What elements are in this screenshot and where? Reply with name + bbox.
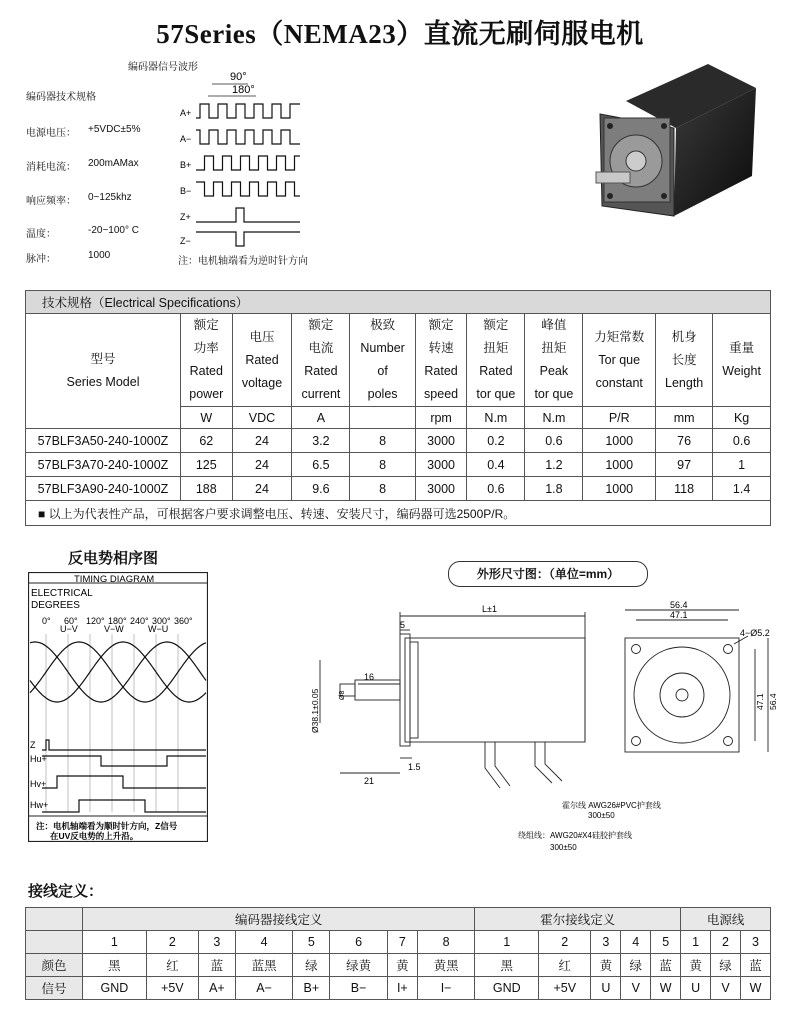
spec-cell: 3000 — [415, 477, 467, 501]
spec-header-line: voltage — [241, 375, 283, 390]
spec-cell: 3000 — [415, 453, 467, 477]
wire-color: 蓝 — [740, 954, 770, 977]
timing-label-2: DEGREES — [31, 600, 80, 611]
spec-header-line: 峰值 — [541, 318, 567, 332]
timing-chart-title: TIMING DIAGRAM — [74, 574, 155, 585]
dim-56-4: 56.4 — [670, 600, 688, 610]
spec-cell: 8 — [350, 453, 415, 477]
encoder-signal-label: B+ — [180, 160, 192, 170]
spec-unit: N.m — [525, 407, 583, 429]
timing-degree-label: 0° — [42, 616, 51, 626]
spec-header-line: Length — [665, 375, 704, 390]
spec-cell: 57BLF3A50-240-1000Z — [26, 429, 181, 453]
spec-header-line: 长度 — [671, 352, 697, 367]
spec-cell: 1.4 — [713, 477, 771, 501]
spec-unit: mm — [656, 407, 713, 429]
wire-signal: +5V — [539, 977, 591, 1000]
hall-wire-length: 300±50 — [588, 811, 615, 820]
spec-cell: 0.4 — [467, 453, 525, 477]
timing-signal-label: Hv+ — [30, 779, 47, 789]
spec-header-line: 电流 — [308, 341, 334, 355]
dim-v-56-4: 56.4 — [768, 693, 778, 710]
spec-header-line: Rated — [479, 364, 513, 378]
spec-header-line: Peak — [539, 364, 569, 378]
spec-cell: 3.2 — [292, 429, 350, 453]
spec-cell: 1.8 — [525, 477, 583, 501]
encoder-signal-wave — [196, 232, 300, 246]
wire-number: 7 — [387, 931, 417, 954]
encoder-signal-wave — [196, 182, 300, 196]
wire-color: 黄黑 — [417, 954, 475, 977]
spec-column-header — [656, 314, 713, 407]
spec-unit: P/R — [583, 407, 656, 429]
spec-cell: 0.6 — [467, 477, 525, 501]
wiring-table — [25, 907, 771, 1000]
encoder-signal-label: B− — [180, 186, 192, 196]
wire-signal: W — [740, 977, 770, 1000]
wire-signal: U — [591, 977, 621, 1000]
spec-column-header — [292, 314, 350, 407]
spec-unit: VDC — [232, 407, 292, 429]
color-row-label: 颜色 — [26, 954, 83, 977]
wire-number: 4 — [621, 931, 651, 954]
wire-color: 蓝 — [198, 954, 235, 977]
encoder-spec-value: 200mAMax — [88, 158, 139, 169]
spec-header-line: power — [189, 387, 224, 401]
spec-header-line: tor que — [534, 387, 574, 401]
spec-cell: 76 — [656, 429, 713, 453]
angle-180-label: 180° — [232, 84, 255, 96]
spec-cell: 8 — [350, 429, 415, 453]
wire-number: 2 — [539, 931, 591, 954]
spec-header-line: of — [377, 364, 388, 378]
wire-number: 8 — [417, 931, 475, 954]
wire-number: 1 — [681, 931, 711, 954]
wire-color: 蓝 — [651, 954, 681, 977]
spec-header-line: current — [301, 387, 341, 401]
spec-column-header — [26, 314, 181, 429]
encoder-signal-label: Z− — [180, 236, 191, 246]
spec-cell: 0.6 — [525, 429, 583, 453]
wire-color: 蓝黑 — [235, 954, 293, 977]
wire-signal: GND — [475, 977, 539, 1000]
spec-cell: 57BLF3A90-240-1000Z — [26, 477, 181, 501]
motor-photo — [588, 56, 778, 221]
timing-phase-label: V−W — [104, 624, 124, 634]
dim-shaft-2: Ø8 — [339, 690, 346, 700]
wiring-group-power: 电源线 — [681, 908, 771, 931]
encoder-waveform — [170, 66, 310, 248]
dim-5: 5 — [400, 620, 406, 630]
spec-column-header — [525, 314, 583, 407]
spec-cell: 24 — [232, 429, 292, 453]
spec-cell: 118 — [656, 477, 713, 501]
encoder-signal-wave — [196, 130, 300, 144]
timing-note-1: 注：电机轴端看为顺时针方向，Z信号 — [36, 821, 178, 831]
winding-wire-length: 300±50 — [550, 843, 577, 852]
wire-number: 3 — [591, 931, 621, 954]
spec-header-line: Series Model — [66, 375, 140, 389]
timing-degree-label: 300° — [152, 616, 171, 626]
spec-header-line: 机身 — [671, 329, 697, 344]
encoder-signal-wave — [196, 156, 300, 170]
signal-row-label: 信号 — [26, 977, 83, 1000]
spec-cell: 188 — [181, 477, 233, 501]
wire-number: 3 — [740, 931, 770, 954]
timing-section-title: 反电势相序图 — [68, 550, 159, 567]
timing-signal-label: Z — [30, 740, 36, 750]
timing-degree-label: 60° — [64, 616, 78, 626]
spec-cell: 62 — [181, 429, 233, 453]
spec-cell: 1 — [713, 453, 771, 477]
wire-number: 2 — [146, 931, 198, 954]
spec-header-line: 额定 — [308, 318, 334, 332]
wire-signal: V — [711, 977, 741, 1000]
spec-unit: A — [292, 407, 350, 429]
spec-row — [26, 429, 771, 453]
timing-signal-label: Hu+ — [30, 754, 47, 764]
spec-header-line: Weight — [722, 364, 761, 378]
winding-wire-label: 绕组线：AWG20#X4硅胶护套线 — [518, 831, 632, 840]
spec-column-header — [415, 314, 467, 407]
dim-shaft: Ø38.1±0.05 — [310, 688, 320, 733]
spec-column-header — [583, 314, 656, 407]
dim-16: 16 — [364, 672, 375, 682]
spec-header-line: Rated — [424, 364, 458, 378]
encoder-signal-wave — [196, 104, 300, 118]
wire-number: 5 — [651, 931, 681, 954]
wire-number: 5 — [293, 931, 330, 954]
spec-header-line: 力矩常数 — [594, 329, 645, 344]
timing-degree-label: 360° — [174, 616, 193, 626]
dim-1-5: 1.5 — [408, 762, 421, 772]
spec-cell: 3000 — [415, 429, 467, 453]
spec-unit: N.m — [467, 407, 525, 429]
wire-signal: I− — [417, 977, 475, 1000]
spec-header-line: 转速 — [428, 341, 454, 355]
spec-header-line: poles — [367, 387, 398, 401]
spec-header-line: 重量 — [729, 341, 755, 355]
spec-header-line: 电压 — [249, 329, 275, 344]
spec-header-line: tor que — [476, 387, 516, 401]
wire-color: 黄 — [591, 954, 621, 977]
wire-number: 3 — [198, 931, 235, 954]
spec-column-header — [350, 314, 415, 407]
spec-cell: 0.2 — [467, 429, 525, 453]
spec-header-line: Rated — [245, 352, 279, 367]
spec-header-line: Rated — [304, 364, 338, 378]
spec-cell: 6.5 — [292, 453, 350, 477]
spec-header-line: 扭矩 — [541, 341, 567, 355]
spec-unit: rpm — [415, 407, 467, 429]
page-title: 57Series（NEMA23）直流无刷伺服电机 — [156, 19, 644, 49]
wire-color: 黑 — [475, 954, 539, 977]
wire-color: 绿黄 — [330, 954, 388, 977]
waveform-title: 编码器信号波形 — [128, 62, 198, 73]
spec-header-line: Rated — [189, 364, 223, 378]
wire-color: 红 — [146, 954, 198, 977]
encoder-signal-label: Z+ — [180, 212, 191, 222]
encoder-spec-label: 电源电压： — [26, 128, 76, 139]
timing-diagram — [28, 572, 208, 842]
wire-color: 红 — [539, 954, 591, 977]
hall-wire-label: 霍尔线 AWG26#PVC护套线 — [562, 801, 661, 810]
wire-color: 黄 — [387, 954, 417, 977]
spec-row — [26, 453, 771, 477]
encoder-spec-label: 脉冲： — [26, 254, 56, 265]
wire-number: 2 — [711, 931, 741, 954]
encoder-note: 注：电机轴端看为逆时针方向 — [178, 256, 308, 267]
timing-signal-label: Hw+ — [30, 800, 49, 810]
wiring-group-hall: 霍尔接线定义 — [475, 908, 681, 931]
spec-row — [26, 477, 771, 501]
timing-phase-label: U−V — [60, 624, 78, 634]
wire-signal: B+ — [293, 977, 330, 1000]
angle-90-label: 90° — [230, 71, 247, 83]
wire-signal: +5V — [146, 977, 198, 1000]
timing-degree-label: 180° — [108, 616, 127, 626]
dim-L: L±1 — [482, 604, 497, 614]
spec-column-header — [713, 314, 771, 407]
wire-number: 1 — [475, 931, 539, 954]
spec-header-line: 极致 — [370, 318, 396, 332]
encoder-spec-title: 编码器技术规格 — [26, 92, 96, 103]
wire-color: 绿 — [621, 954, 651, 977]
spec-unit: Kg — [713, 407, 771, 429]
wire-signal: I+ — [387, 977, 417, 1000]
encoder-spec-label: 响应频率： — [26, 196, 76, 207]
spec-header-line: 额定 — [483, 318, 509, 332]
wire-signal: A+ — [198, 977, 235, 1000]
dim-holes: 4−Ø5.2 — [740, 628, 770, 638]
spec-cell: 0.6 — [713, 429, 771, 453]
wire-color: 黄 — [681, 954, 711, 977]
encoder-signal-wave — [196, 208, 300, 222]
wire-signal: U — [681, 977, 711, 1000]
spec-header-line: 扭矩 — [483, 341, 509, 355]
spec-cell: 1000 — [583, 429, 656, 453]
timing-degree-label: 120° — [86, 616, 105, 626]
spec-header-line: speed — [424, 387, 459, 401]
wire-color: 绿 — [711, 954, 741, 977]
wire-signal: A− — [235, 977, 293, 1000]
wire-color: 绿 — [293, 954, 330, 977]
spec-cell: 125 — [181, 453, 233, 477]
timing-degree-label: 240° — [130, 616, 149, 626]
wiring-group-encoder: 编码器接线定义 — [83, 908, 475, 931]
encoder-spec-label: 温度： — [26, 229, 56, 240]
spec-header-line: 额定 — [428, 318, 454, 332]
spec-cell: 1000 — [583, 453, 656, 477]
encoder-spec-label: 消耗电流： — [26, 162, 76, 173]
dimension-drawing — [300, 598, 780, 858]
spec-cell: 1.2 — [525, 453, 583, 477]
dimension-title: 外形尺寸图：（单位=mm） — [448, 561, 648, 587]
spec-cell: 24 — [232, 477, 292, 501]
encoder-signal-label: A+ — [180, 108, 192, 118]
timing-label-1: ELECTRICAL — [31, 588, 93, 599]
encoder-spec-value: 0~125khz — [88, 192, 132, 203]
spec-column-header — [232, 314, 292, 407]
spec-header-line: Tor que — [598, 352, 641, 367]
wire-signal: GND — [83, 977, 147, 1000]
wire-signal: V — [621, 977, 651, 1000]
wire-number: 6 — [330, 931, 388, 954]
wire-signal: W — [651, 977, 681, 1000]
wire-color: 黑 — [83, 954, 147, 977]
spec-header-line: 功率 — [193, 341, 219, 355]
spec-unit: W — [181, 407, 233, 429]
spec-table-header: 技术规格（Electrical Specifications） — [26, 291, 771, 314]
timing-phase-label: W−U — [148, 624, 169, 634]
spec-cell: 1000 — [583, 477, 656, 501]
wire-signal: B− — [330, 977, 388, 1000]
encoder-spec-value: +5VDC±5% — [88, 124, 141, 135]
spec-header-line: 额定 — [193, 318, 219, 332]
spec-header-line: constant — [595, 375, 643, 390]
wire-number: 1 — [83, 931, 147, 954]
spec-table — [25, 290, 771, 526]
spec-column-header — [181, 314, 233, 407]
spec-cell: 24 — [232, 453, 292, 477]
wire-number: 4 — [235, 931, 293, 954]
spec-unit — [350, 407, 415, 429]
dim-21: 21 — [364, 776, 375, 786]
timing-note-2: 在UV反电势的上升沿。 — [50, 831, 139, 841]
encoder-spec-value: 1000 — [88, 250, 111, 261]
spec-cell: 9.6 — [292, 477, 350, 501]
spec-column-header — [467, 314, 525, 407]
spec-header-line: Number — [360, 341, 405, 355]
spec-header-line: 型号 — [90, 352, 116, 366]
encoder-spec-value: -20~100° C — [88, 225, 139, 236]
spec-cell: 97 — [656, 453, 713, 477]
dim-v-47-1: 47.1 — [755, 693, 765, 710]
wiring-section-title: 接线定义： — [28, 883, 104, 900]
spec-cell: 8 — [350, 477, 415, 501]
encoder-signal-label: A− — [180, 134, 192, 144]
spec-table-note: ■ 以上为代表性产品，可根据客户要求调整电压、转速、安装尺寸，编码器可选2500P/R。 — [26, 501, 771, 526]
dim-47-1: 47.1 — [670, 610, 688, 620]
spec-cell: 57BLF3A70-240-1000Z — [26, 453, 181, 477]
